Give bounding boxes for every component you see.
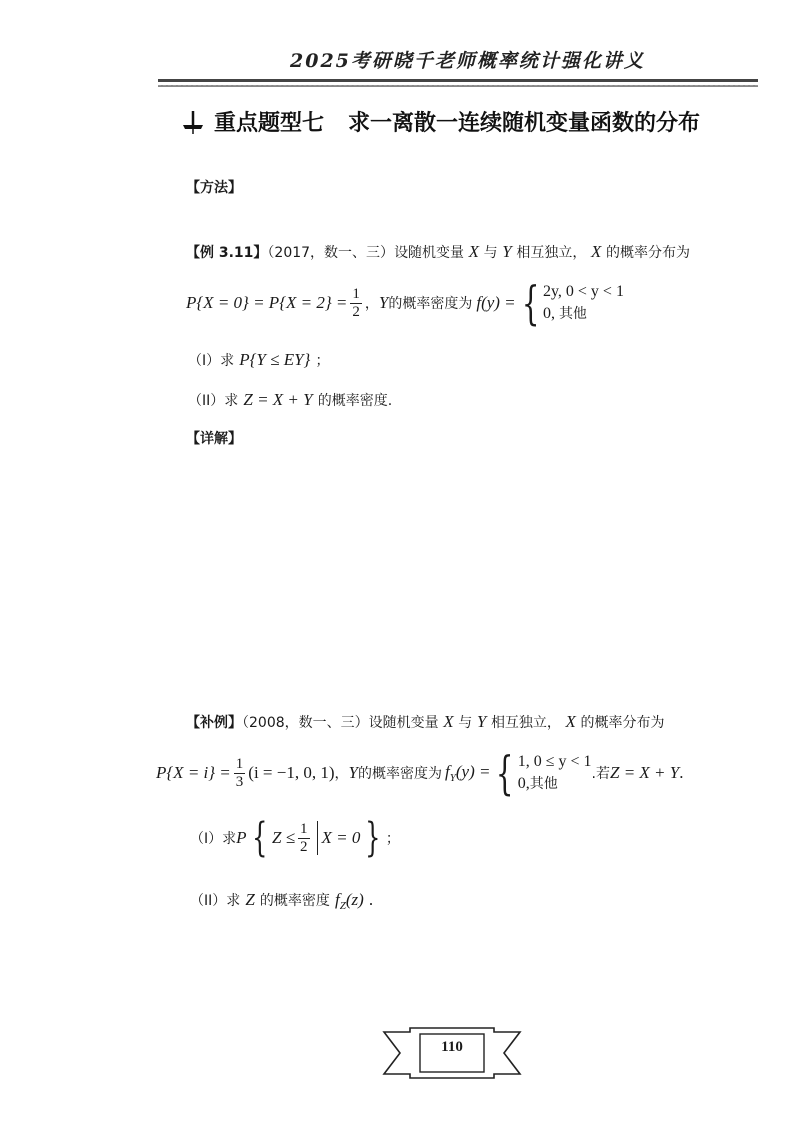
index-range: (i = −1, 0, 1) [248, 763, 335, 782]
subscript: Y [449, 772, 456, 784]
text: 的概率密度 [259, 893, 330, 909]
piecewise-cases [516, 276, 624, 330]
var-y: Y [502, 242, 512, 261]
formula: Z = X + Y [243, 390, 313, 409]
part-label: （I）求 [190, 831, 237, 847]
case-2-label: 其他 [558, 306, 587, 322]
section-subtitle: 求一离散一连续随机变量函数的分布 [348, 111, 701, 136]
example-part-2 [188, 390, 392, 410]
supplement-tag: 【补例】 [186, 715, 242, 731]
example-tag: 【例 3.11】 [186, 245, 268, 261]
solution-label: 【详解】 [186, 431, 242, 447]
density-fz [335, 890, 364, 912]
text: . [679, 763, 684, 782]
case-2-label: 其他 [529, 776, 558, 792]
example-part-1 [188, 350, 329, 370]
page-number: 110 [441, 1039, 463, 1055]
var-x: X [468, 242, 480, 261]
section-number: 重点题型七 [214, 111, 325, 136]
supplement-source: （2008，数一、三） [242, 715, 369, 731]
case-1: 1, 0 ≤ y < 1 [517, 753, 592, 770]
text: 设随机变量 [368, 715, 439, 731]
numerator: 1 [352, 285, 360, 302]
brace: { [496, 746, 514, 800]
text: ； [385, 831, 400, 847]
formula: Z = X + Y [610, 763, 680, 782]
text: .若 [591, 766, 610, 782]
arg: (z) [345, 890, 364, 909]
formula: P{X = i} = [156, 763, 231, 782]
denominator: 2 [300, 838, 308, 855]
text: . [368, 890, 374, 909]
header-rule-thin [158, 85, 758, 87]
supplement-line-1 [186, 710, 665, 734]
section-title [180, 106, 700, 137]
text: 设随机变量 [394, 245, 465, 261]
prob-symbol: P [236, 828, 247, 847]
fraction-half [298, 821, 310, 856]
case-2-value: 0, [517, 775, 530, 792]
example-line-2 [186, 276, 624, 330]
text: 的概率密度. [317, 393, 393, 409]
text: ， [334, 766, 349, 782]
brace: { [521, 276, 540, 330]
arg: (y) = [455, 762, 491, 781]
supplement-part-1 [190, 815, 400, 861]
condition: X = 0 [321, 828, 361, 847]
case-rows [543, 281, 624, 325]
f-symbol: f [445, 762, 450, 781]
case-rows [518, 751, 592, 795]
formula: P{X = 0} = P{X = 2} = [186, 293, 348, 312]
part-label: （I）求 [188, 353, 235, 369]
example-source: （2017，数一、三） [267, 245, 395, 261]
case-2 [518, 773, 592, 795]
fraction-half [350, 286, 362, 321]
var-y: Y [476, 712, 487, 731]
var-y: Y [348, 763, 358, 782]
running-header: 2025考研晓千老师概率统计强化讲义 [290, 50, 645, 72]
case-2-value: 0, [542, 305, 555, 322]
formula: P{Y ≤ EY} [239, 350, 311, 369]
numerator: 1 [235, 755, 244, 772]
text: 与 [458, 715, 473, 731]
text: ； [315, 353, 330, 369]
density-fy [445, 762, 490, 784]
piecewise-cases [490, 746, 592, 800]
supplement-part-2 [190, 890, 373, 912]
text: 的概率密度为 [388, 296, 473, 312]
text: 的概率分布为 [605, 245, 690, 261]
text: ， [364, 296, 379, 312]
header-rule [158, 79, 758, 82]
var-x: X [565, 712, 576, 731]
f-symbol: f [335, 890, 340, 909]
right-brace: } [365, 815, 381, 861]
case-1: 2y, 0 < y < 1 [542, 283, 624, 300]
var-x: X [443, 712, 454, 731]
text: 与 [483, 245, 498, 261]
text: 的概率分布为 [580, 715, 665, 731]
example-line-1 [186, 240, 690, 264]
denominator: 2 [352, 303, 360, 320]
fraction-third [234, 756, 246, 791]
text: 相互独立， [516, 245, 587, 261]
var-x: X [590, 242, 602, 261]
var-y: Y [378, 293, 389, 312]
case-2 [543, 303, 624, 325]
part-label: （II）求 [188, 393, 239, 409]
var-z: Z [245, 890, 255, 909]
left-brace: { [251, 815, 267, 861]
denominator: 3 [235, 773, 244, 790]
supplement-line-2 [156, 746, 684, 800]
conditional-bar [317, 821, 318, 855]
method-label: 【方法】 [186, 180, 242, 196]
part-label: （II）求 [190, 893, 241, 909]
subscript: Z [339, 900, 346, 912]
density-fy: f(y) = [476, 293, 516, 312]
pushpin-icon [180, 109, 206, 135]
numerator: 1 [300, 820, 308, 837]
text: 相互独立， [490, 715, 561, 731]
formula: Z ≤ [271, 828, 296, 847]
text: 的概率密度为 [358, 766, 442, 782]
